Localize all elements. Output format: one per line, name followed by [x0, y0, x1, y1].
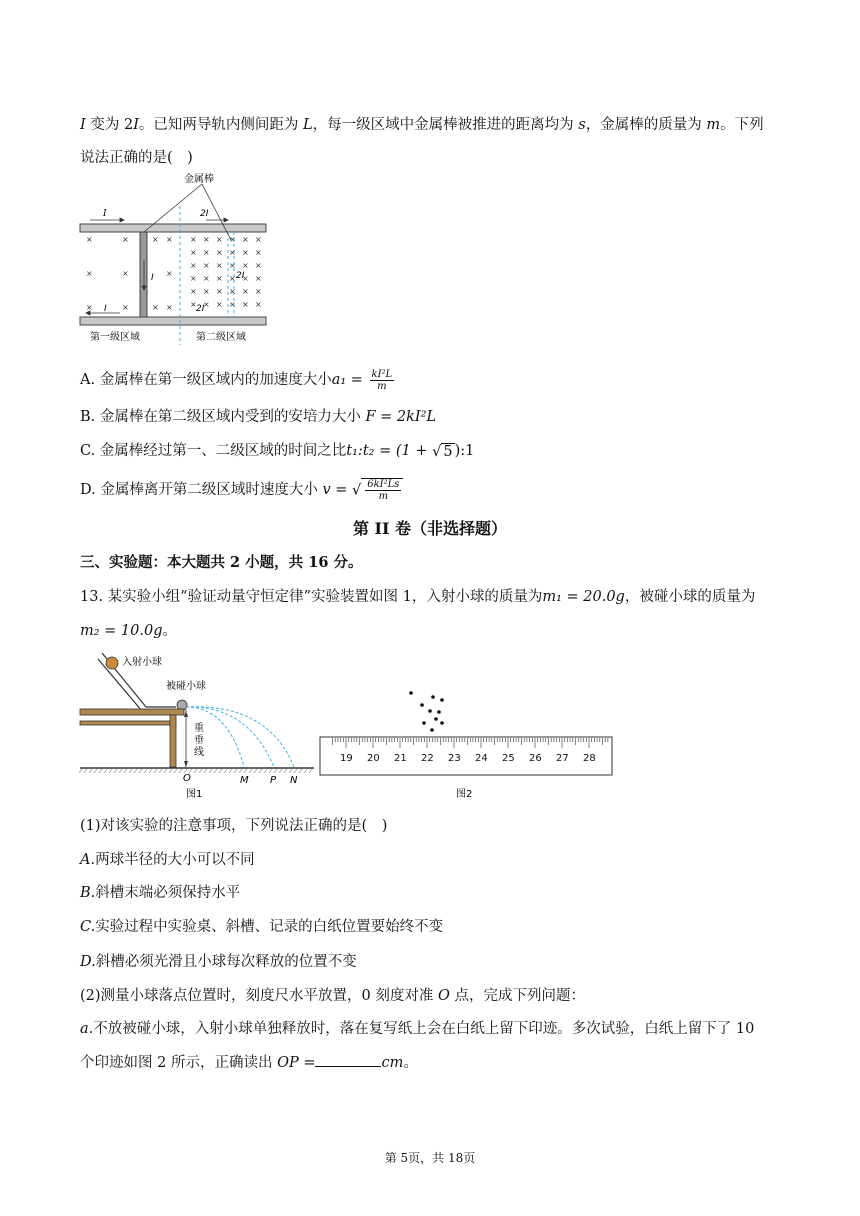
field-x-mark: ×: [242, 287, 249, 296]
field-x-mark: ×: [229, 274, 236, 283]
field-x-mark: ×: [203, 274, 210, 283]
q13-option-d: D.斜槽必须光滑且小球每次释放的位置不变: [80, 954, 357, 970]
field-x-mark: ×: [255, 248, 262, 257]
q13-stem-line1: 13. 某实验小组“验证动量守恒定律”实验装置如图 1，入射小球的质量为m₁ = 20.0g，被碰小球的质量为: [80, 589, 756, 605]
ruler-tick-label: 22: [421, 753, 434, 764]
label-zone1: 第一级区域: [90, 332, 140, 343]
svg-text:×: ×: [152, 235, 159, 244]
q13-part2a-line1: a.不放被碰小球，入射小球单独释放时，落在复写纸上会在白纸上留下印迹。多次试验，白纸上留下了 10: [80, 1021, 755, 1037]
q12-option-a: A. 金属棒在第一级区域内的加速度大小a₁ = $\frac{\text{kI²L}}{m}$: [80, 368, 393, 392]
field-x-mark: ×: [203, 300, 210, 309]
field-x-mark: ×: [216, 261, 223, 270]
field-x-mark: ×: [255, 261, 262, 270]
field-x-mark: ×: [190, 248, 197, 257]
ruler-tick-label: 23: [448, 753, 461, 764]
field-x-mark: ×: [203, 287, 210, 296]
q13-option-b: B.斜槽末端必须保持水平: [80, 885, 241, 901]
label-N: N: [290, 775, 298, 786]
q13-part1: (1)对该实验的注意事项，下列说法正确的是( ): [80, 818, 388, 834]
label-I-bottom: I: [104, 304, 107, 314]
ruler-figure: [318, 685, 616, 805]
svg-text:×: ×: [86, 269, 93, 278]
ruler-tick-label: 20: [367, 753, 380, 764]
svg-text:×: ×: [122, 303, 129, 312]
svg-text:×: ×: [166, 269, 173, 278]
ruler-tick-label: 27: [556, 753, 569, 764]
label-P: P: [270, 775, 277, 786]
field-x-mark: ×: [242, 274, 249, 283]
field-x-mark: ×: [216, 287, 223, 296]
field-x-mark: ×: [255, 300, 262, 309]
field-x-mark: ×: [242, 300, 249, 309]
field-x-mark: ×: [203, 248, 210, 257]
apparatus-figure: [78, 645, 318, 805]
q13-part2a-line2: 个印迹如图 2 所示，正确读出 OP = cm。: [80, 1055, 418, 1071]
label-plumb-2: 垂: [194, 735, 204, 746]
field-x-mark: ×: [229, 261, 236, 270]
field-x-mark: ×: [190, 235, 197, 244]
q12-stem-line1: I 变为 2I。已知两导轨内侧间距为 L，每一级区域中金属棒被推进的距离均为 s，金属棒的质量为 m。下列: [80, 117, 764, 133]
svg-text:×: ×: [122, 269, 129, 278]
label-zone2: 第二级区域: [196, 332, 246, 343]
svg-text:×: ×: [122, 235, 129, 244]
field-x-mark: ×: [203, 235, 210, 244]
q13-option-c: C.实验过程中实验桌、斜槽、记录的白纸位置要始终不变: [80, 919, 444, 935]
q12-option-b: B. 金属棒在第二级区域内受到的安培力大小 F = 2kI²L: [80, 409, 437, 425]
field-x-mark: ×: [216, 235, 223, 244]
svg-text:×: ×: [86, 235, 93, 244]
label-M: M: [240, 775, 249, 786]
svg-text:×: ×: [166, 303, 173, 312]
fig2-caption: 图2: [456, 789, 473, 800]
fig1-caption: 图1: [186, 789, 203, 800]
label-2I-top: 2I: [200, 209, 209, 219]
label-I-top: I: [103, 209, 107, 219]
field-x-mark: ×: [190, 274, 197, 283]
section-heading: 三、实验题：本大题共 2 小题，共 16 分。: [80, 554, 363, 571]
q12-option-c: C. 金属棒经过第一、二级区域的时间之比t₁:t₂ = (1 + √ 5 ):1: [80, 443, 475, 460]
label-incident-ball: 入射小球: [122, 657, 162, 668]
field-x-mark: ×: [216, 300, 223, 309]
label-plumb-1: 重: [194, 723, 204, 734]
q13-option-a: A.两球半径的大小可以不同: [80, 852, 255, 868]
q12-stem-line2: 说法正确的是( ): [80, 150, 193, 166]
field-x-mark: ×: [190, 300, 197, 309]
page-footer: 第 5页，共 18页: [384, 1151, 476, 1165]
ruler-tick-label: 21: [394, 753, 407, 764]
ruler-tick-label: 19: [340, 753, 353, 764]
field-x-mark: ×: [255, 287, 262, 296]
field-x-mark: ×: [216, 274, 223, 283]
label-I-mid: I: [151, 273, 154, 283]
svg-text:×: ×: [152, 303, 159, 312]
q13-part2: (2)测量小球落点位置时，刻度尺水平放置，0 刻度对准 O 点，完成下列问题：: [80, 988, 585, 1004]
field-x-mark: ×: [242, 248, 249, 257]
field-x-mark: ×: [229, 287, 236, 296]
q12-option-d: D. 金属棒离开第二级区域时速度大小 v = √ $\frac{\text{6kI²Ls}}{m}$: [80, 478, 403, 502]
field-x-mark: ×: [203, 261, 210, 270]
field-x-mark: ×: [255, 274, 262, 283]
label-2I-right: 2I: [236, 271, 245, 281]
label-target-ball: 被碰小球: [166, 681, 206, 692]
field-x-mark: ×: [190, 261, 197, 270]
section-title: 第 II 卷（非选择题）: [352, 519, 508, 538]
field-x-mark: ×: [242, 235, 249, 244]
field-x-mark: ×: [255, 235, 262, 244]
ruler-tick-label: 28: [583, 753, 596, 764]
label-2I-bottom: 2I: [196, 304, 205, 314]
label-rod: 金属棒: [184, 174, 214, 185]
field-x-mark: ×: [229, 300, 236, 309]
field-x-mark: ×: [242, 261, 249, 270]
field-x-mark: ×: [229, 235, 236, 244]
field-x-mark: ×: [216, 248, 223, 257]
ruler-tick-label: 26: [529, 753, 542, 764]
rail-figure: [78, 170, 278, 345]
ruler-tick-label: 25: [502, 753, 515, 764]
label-plumb-3: 线: [194, 747, 204, 758]
label-O: O: [183, 773, 191, 784]
svg-text:×: ×: [166, 235, 173, 244]
svg-text:×: ×: [86, 303, 93, 312]
answer-blank[interactable]: [315, 1054, 381, 1067]
ruler-tick-label: 24: [475, 753, 488, 764]
field-x-mark: ×: [229, 248, 236, 257]
q13-stem-line2: m₂ = 10.0g。: [80, 623, 177, 639]
field-x-mark: ×: [190, 287, 197, 296]
